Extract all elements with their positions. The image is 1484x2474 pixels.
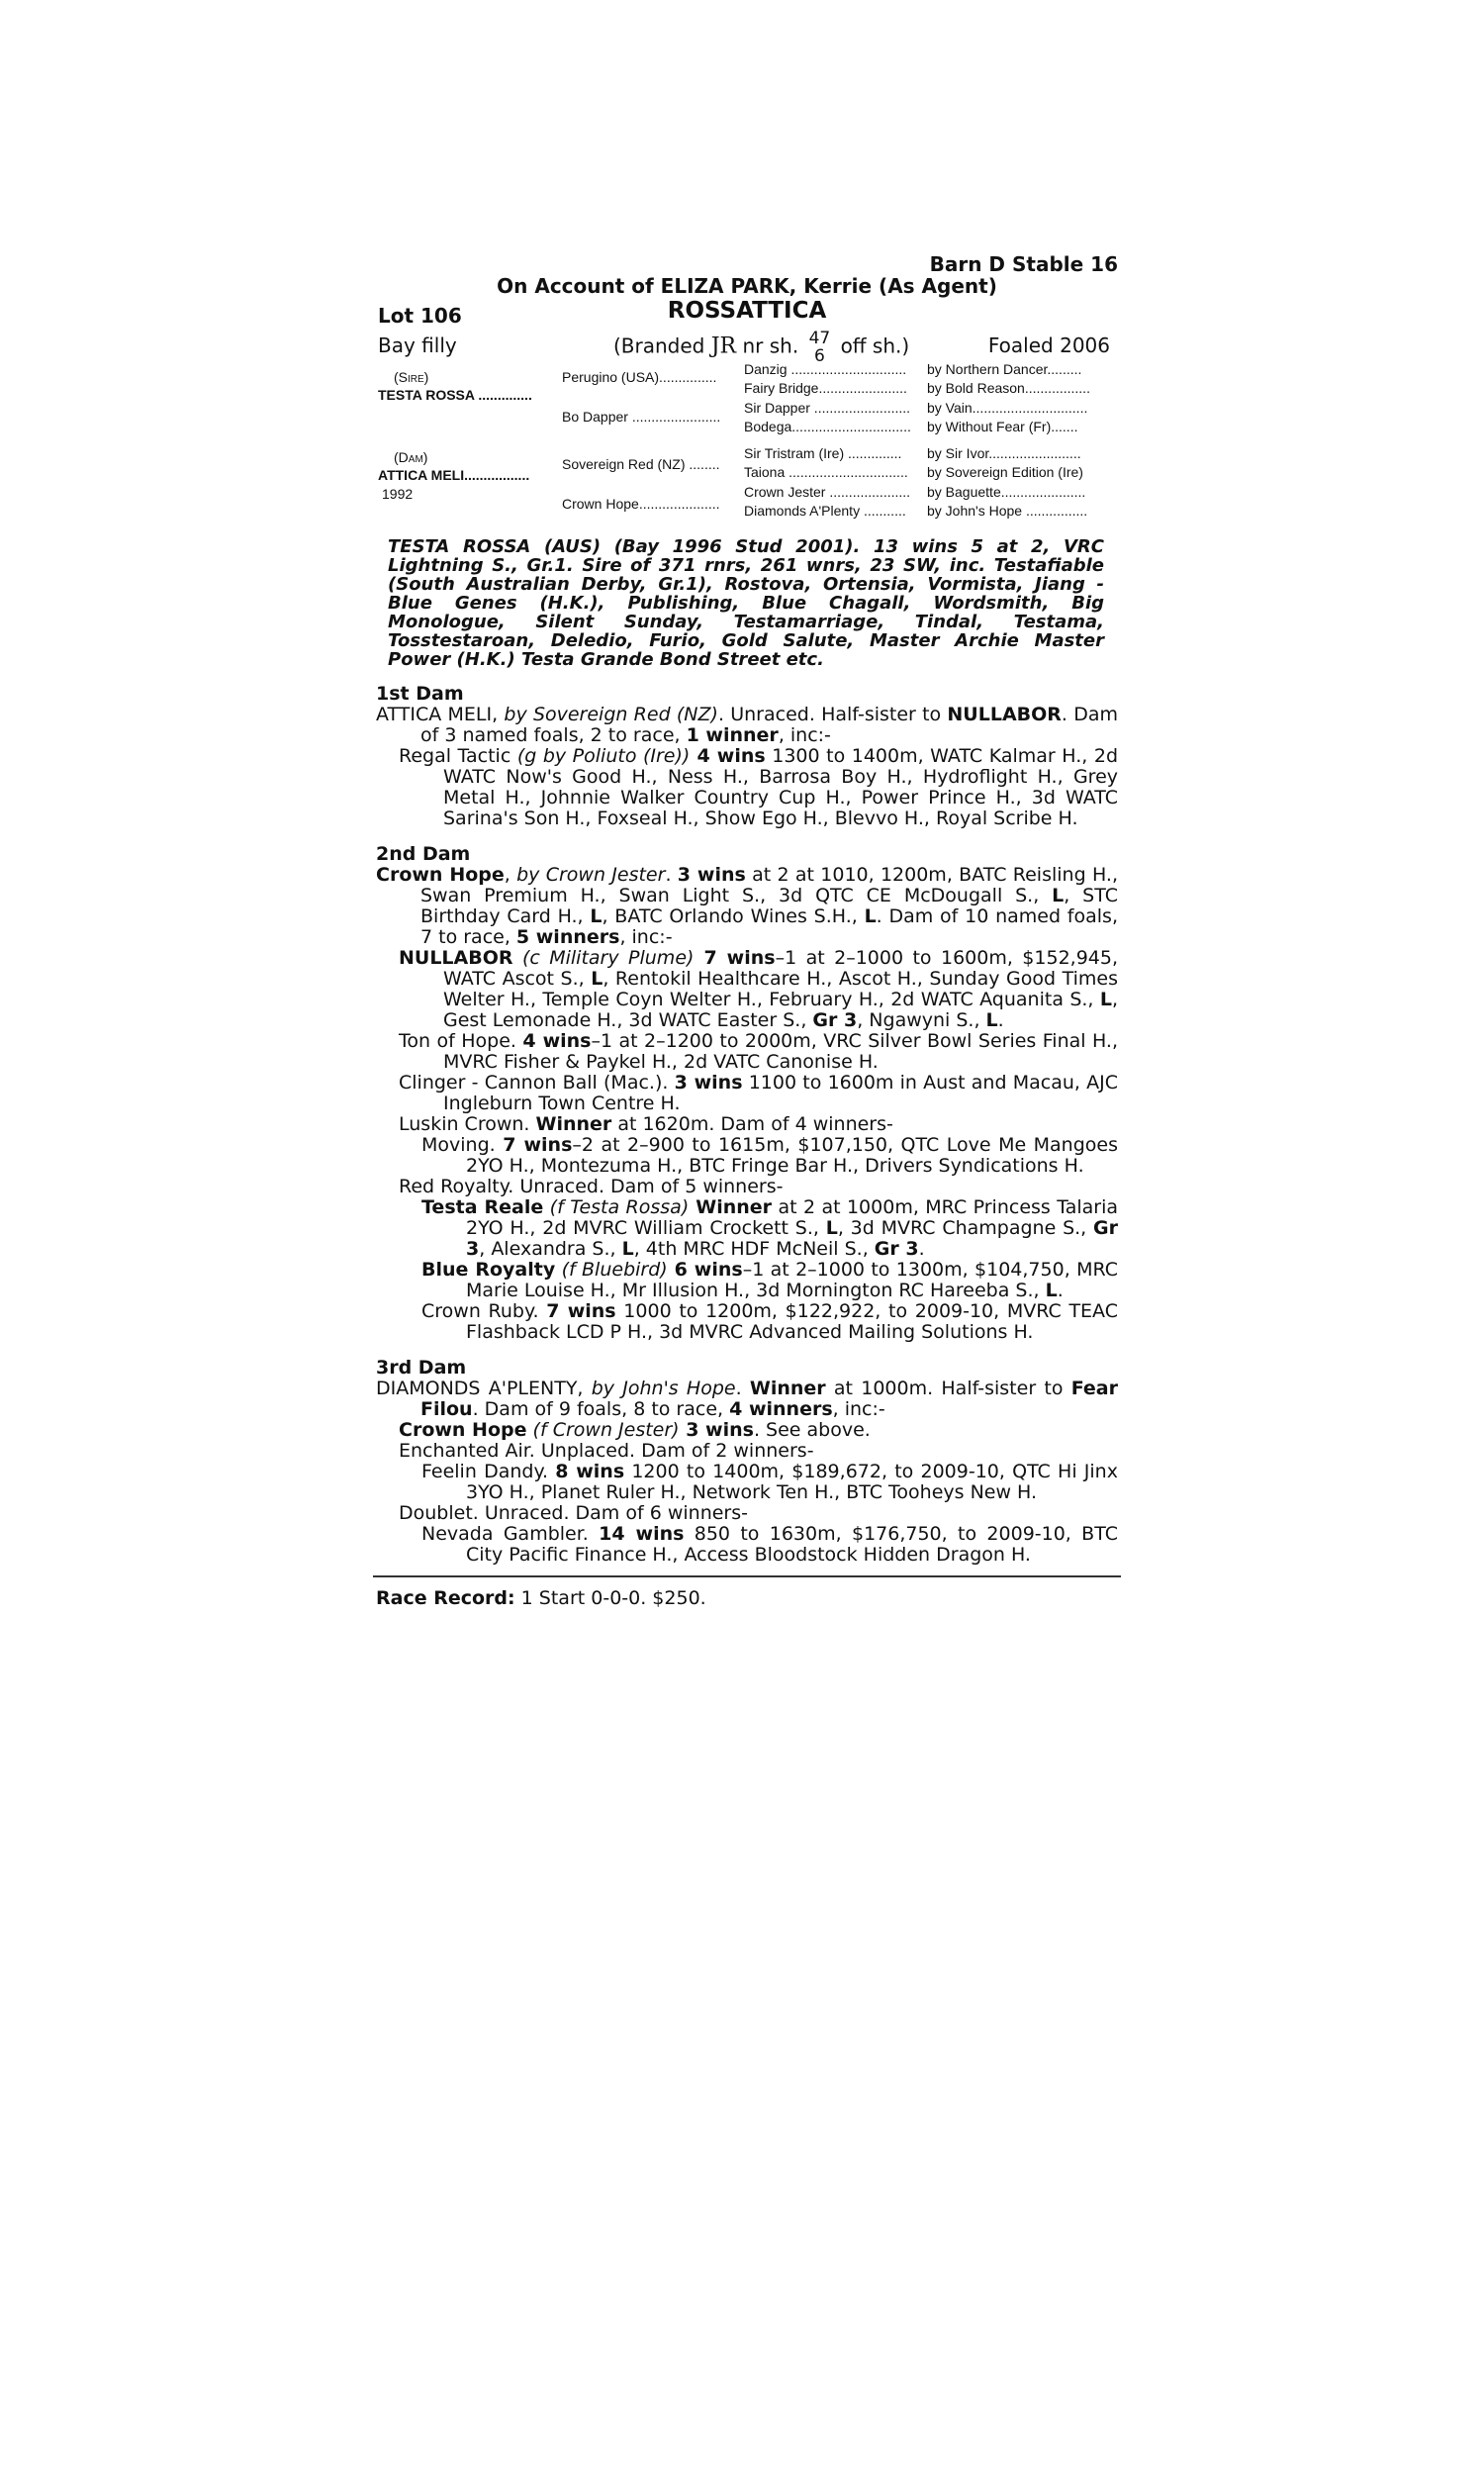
- progeny-ton-of-hope: Ton of Hope. 4 wins–1 at 2–1200 to 2000m, VRC Silver Bowl Series Final H., MVRC Fisher & Paykel H., 2d VATC Canonise H.: [399, 1030, 1118, 1073]
- sire-dam: Bo Dapper .......................: [562, 409, 721, 425]
- pedigree-by6: by Sovereign Edition (Ire): [927, 464, 1083, 480]
- third-dam-entry: DIAMONDS A'PLENTY, by John's Hope. Winner at 1000m. Half-sister to Fear Filou. Dam of 9 foals, 8 to race, 4 winners, inc:-: [376, 1378, 1118, 1420]
- brand-fraction: [809, 330, 831, 365]
- sire-label: (Sire): [394, 369, 429, 385]
- progeny-regal-tactic: Regal Tactic (g by Poliuto (Ire)) 4 wins 1300 to 1400m, WATC Kalmar H., 2d WATC Now's Good H., Ness H., Barrosa Boy H., Hydroflight H., Grey Metal H., Johnnie Walker Country Cup H., Power Prince H., 3d WATC Sarina's Son H., Foxseal H., Show Ego H., Blevvo H., Royal Scribe H.: [399, 745, 1119, 829]
- description-row: [376, 328, 1118, 366]
- progeny-enchanted-air: Enchanted Air. Unplaced. Dam of 2 winners-: [399, 1440, 814, 1462]
- progeny-blue-royalty: Blue Royalty (f Bluebird) 6 wins–1 at 2–1000 to 1300m, $104,750, MRC Marie Louise H., Mr Illusion H., 3d Mornington RC Hareeba S., L.: [421, 1259, 1119, 1301]
- pedigree-g7: Crown Jester .....................: [744, 484, 911, 500]
- progeny-moving: Moving. 7 wins–2 at 2–900 to 1615m, $107,150, QTC Love Me Mangoes 2YO H., Montezuma H., BTC Fringe Bar H., Drivers Syndications H.: [421, 1134, 1118, 1177]
- first-dam-heading: 1st Dam: [376, 683, 464, 705]
- pedigree-table: [376, 361, 1118, 527]
- first-dam-entry: ATTICA MELI, by Sovereign Red (NZ). Unraced. Half-sister to NULLABOR. Dam of 3 named foals, 2 to race, 1 winner, inc:-: [376, 704, 1118, 746]
- sire-name: TESTA ROSSA ..............: [378, 387, 532, 403]
- progeny-doublet: Doublet. Unraced. Dam of 6 winners-: [399, 1502, 748, 1524]
- brand-suffix: off sh.): [840, 333, 910, 358]
- progeny-clinger: Clinger - Cannon Ball (Mac.). 3 wins 1100 to 1600m in Aust and Macau, AJC Ingleburn Town Centre H.: [399, 1072, 1118, 1114]
- progeny-crown-ruby: Crown Ruby. 7 wins 1000 to 1200m, $122,922, to 2009-10, MVRC TEAC Flashback LCD P H., 3d MVRC Advanced Mailing Solutions H.: [421, 1300, 1118, 1343]
- pedigree-g3: Sir Dapper .........................: [744, 400, 911, 416]
- second-dam-entry: Crown Hope, by Crown Jester. 3 wins at 2 at 1010, 1200m, BATC Reisling H., Swan Premium H., Swan Light S., 3d QTC CE McDougall S., L, STC Birthday Card H., L, BATC Orlando Wines S.H., L. Dam of 10 named foals, 7 to race, 5 winners, inc:-: [376, 864, 1118, 948]
- sire-summary: TESTA ROSSA (AUS) (Bay 1996 Stud 2001). 13 wins 5 at 2, VRC Lightning S., Gr.1. Sire of 371 rnrs, 261 wnrs, 23 SW, inc. Testafiable (South Australian Derby, Gr.1), Rostova, Ortensia, Vormista, Jiang - Blue Genes (H.K.), Publishing, Blue Chagall, Wordsmith, Big Monologue, Silent Sunday, Testamarriage, Tindal, Testama, Tosstestaroan, Deledio, Furio, Gold Salute, Master Archie Master Power (H.K.) Testa Grande Bond Street etc.: [388, 536, 1104, 670]
- divider: [373, 1575, 1121, 1577]
- pedigree-g6: Taiona ...............................: [744, 464, 908, 480]
- brand-prefix: (Branded: [613, 333, 705, 358]
- pedigree-g5: Sir Tristram (Ire) ..............: [744, 445, 902, 461]
- pedigree-g4: Bodega...............................: [744, 419, 911, 434]
- barn-stable: Barn D Stable 16: [929, 252, 1118, 276]
- dam-year: 1992: [382, 486, 414, 502]
- foaled: Foaled 2006: [987, 333, 1110, 357]
- pedigree-by5: by Sir Ivor........................: [927, 445, 1081, 461]
- lot-number: Lot 106: [378, 304, 462, 328]
- dam-label: (Dam): [394, 449, 428, 465]
- dam-name: ATTICA MELI.................: [378, 467, 530, 483]
- pedigree-g8: Diamonds A'Plenty ...........: [744, 503, 906, 519]
- progeny-luskin-crown: Luskin Crown. Winner at 1620m. Dam of 4 winners-: [399, 1113, 893, 1135]
- catalogue-page: [376, 252, 1118, 1609]
- second-dam-heading: 2nd Dam: [376, 843, 471, 865]
- brand-mid: nr sh.: [742, 333, 799, 358]
- horse-description: Bay filly: [378, 333, 457, 357]
- pedigree-by1: by Northern Dancer.........: [927, 361, 1082, 377]
- brand-mark: JR: [710, 333, 737, 359]
- dam-sire: Sovereign Red (NZ) ........: [562, 456, 720, 472]
- pedigree-by3: by Vain..............................: [927, 400, 1088, 416]
- progeny-testa-reale: Testa Reale (f Testa Rossa) Winner at 2 at 1000m, MRC Princess Talaria 2YO H., 2d MVRC William Crockett S., L, 3d MVRC Champagne S., Gr 3, Alexandra S., L, 4th MRC HDF McNeil S., Gr 3.: [421, 1196, 1118, 1260]
- race-record: [376, 1587, 1118, 1609]
- race-record-value: 1 Start 0-0-0. $250.: [514, 1587, 706, 1609]
- horse-name: ROSSATTICA: [667, 298, 827, 324]
- dam-dam: Crown Hope.....................: [562, 496, 720, 512]
- brand-frac-bottom: 6: [813, 346, 825, 366]
- pedigree-g2: Fairy Bridge.......................: [744, 380, 907, 396]
- progeny-nevada-gambler: Nevada Gambler. 14 wins 850 to 1630m, $176,750, to 2009-10, BTC City Pacific Finance H., Access Bloodstock Hidden Dragon H.: [421, 1523, 1118, 1566]
- brand: [613, 330, 909, 365]
- pedigree-by2: by Bold Reason.................: [927, 380, 1090, 396]
- pedigree-g1: Danzig ..............................: [744, 361, 907, 377]
- progeny-feelin-dandy: Feelin Dandy. 8 wins 1200 to 1400m, $189,672, to 2009-10, QTC Hi Jinx 3YO H., Planet Ruler H., Network Ten H., BTC Tooheys New H.: [421, 1461, 1118, 1503]
- progeny-nullabor: NULLABOR (c Military Plume) 7 wins–1 at 2–1000 to 1600m, $152,945, WATC Ascot S., L, Rentokil Healthcare H., Ascot H., Sunday Good Times Welter H., Temple Coyn Welter H., February H., 2d WATC Aquanita S., L, Gest Lemonade H., 3d WATC Easter S., Gr 3, Ngawyni S., L.: [399, 947, 1119, 1031]
- sire-sire: Perugino (USA)...............: [562, 369, 717, 385]
- progeny-crown-hope: Crown Hope (f Crown Jester) 3 wins. See above.: [399, 1419, 871, 1441]
- progeny-red-royalty: Red Royalty. Unraced. Dam of 5 winners-: [399, 1176, 784, 1197]
- pedigree-by8: by John's Hope ................: [927, 503, 1088, 519]
- pedigree-by4: by Without Fear (Fr).......: [927, 419, 1078, 434]
- third-dam-heading: 3rd Dam: [376, 1357, 467, 1379]
- brand-frac-top: 47: [808, 329, 831, 348]
- race-record-label: Race Record:: [376, 1587, 515, 1609]
- lot-row: [376, 298, 1118, 328]
- pedigree-by7: by Baguette......................: [927, 484, 1086, 500]
- consignor: On Account of ELIZA PARK, Kerrie (As Agent): [497, 274, 997, 298]
